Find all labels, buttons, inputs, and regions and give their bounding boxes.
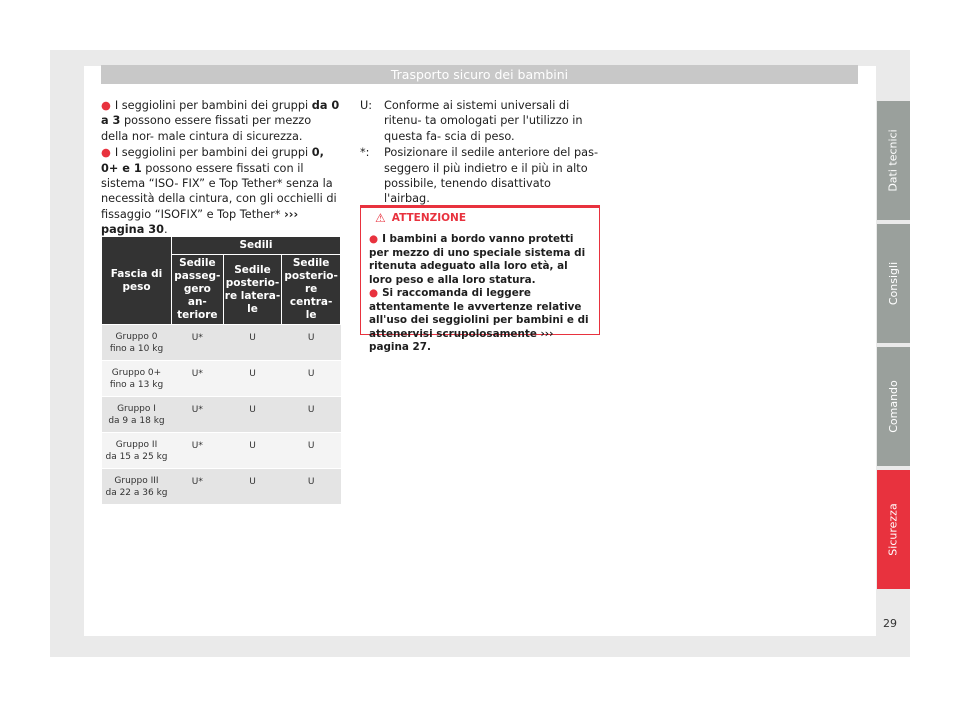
bullet-icon: ● <box>101 99 111 112</box>
table-row <box>102 469 341 505</box>
cell-value: U* <box>172 325 224 361</box>
row-label: Gruppo II da 15 a 25 kg <box>102 433 172 469</box>
right-column <box>360 98 600 208</box>
cell-value: U <box>282 361 341 397</box>
row-label: Gruppo 0 fino a 10 kg <box>102 325 172 361</box>
tab-dati-tecnici[interactable]: Dati tecnici <box>877 101 910 220</box>
cell-value: U <box>282 433 341 469</box>
warning-box <box>360 205 600 353</box>
warning-body <box>361 228 599 355</box>
warning-header <box>361 208 599 228</box>
cell-value: U <box>223 397 282 433</box>
table-row <box>102 361 341 397</box>
definition-asterisk: *: Posizionare il sedile anteriore del pas- seggero il più indietro e il più in alto possibile, tenendo disattivato l'airbag. <box>360 146 599 206</box>
warning-title: ATTENZIONE <box>391 212 467 224</box>
definition-u: U: Conforme ai sistemi universali di ritenu- ta omologati per l'utilizzo in questa fa- scia di peso. <box>360 99 583 143</box>
cell-value: U* <box>172 433 224 469</box>
cell-value: U <box>223 433 282 469</box>
cell-value: U <box>223 469 282 505</box>
cell-value: U* <box>172 397 224 433</box>
tab-sicurezza[interactable]: Sicurezza <box>877 470 910 589</box>
bullet-icon: ● <box>369 287 379 299</box>
bullet-icon: ● <box>369 233 379 245</box>
page-number: 29 <box>883 617 897 630</box>
cell-value: U <box>282 397 341 433</box>
col-front-passenger: Sedile passeg- gero an- teriore <box>172 255 224 325</box>
table-row <box>102 397 341 433</box>
row-label: Gruppo III da 22 a 36 kg <box>102 469 172 505</box>
warning-bullet: ● Si raccomanda di leggere attentamente le avvertenze relative all'uso dei seggiolini per bambini e di attenervisi scrupolosamente ››› pagina 27. <box>369 287 589 353</box>
seat-table <box>101 236 341 505</box>
tab-consigli[interactable]: Consigli <box>877 224 910 343</box>
table-row <box>102 325 341 361</box>
paragraph-belt: ● I seggiolini per bambini dei gruppi da 0 a 3 possono essere fissati per mezzo della nor- male cintura di sicurezza. <box>101 99 340 143</box>
warning-bullet: ● I bambini a bordo vanno protetti per mezzo di uno speciale sistema di ritenuta adeguato alla loro età, al loro peso e alla loro statura. <box>369 233 586 286</box>
row-label: Gruppo I da 9 a 18 kg <box>102 397 172 433</box>
bullet-icon: ● <box>101 146 111 160</box>
cell-value: U <box>223 361 282 397</box>
section-header: Trasporto sicuro dei bambini <box>101 65 858 84</box>
col-rear-center: Sedile posterio- re centra- le <box>282 255 341 325</box>
row-label: Gruppo 0+ fino a 13 kg <box>102 361 172 397</box>
cell-value: U <box>282 325 341 361</box>
cell-value: U* <box>172 361 224 397</box>
col-weight-header: Fascia di peso <box>102 237 172 325</box>
warning-icon: ⚠ <box>375 211 386 225</box>
cell-value: U* <box>172 469 224 505</box>
paragraph-isofix: ● I seggiolini per bambini dei gruppi 0, 0+ e 1 possono essere fissati con il sistema “ISO- FIX” e Top Tether* senza la necessità della cintura, con gli occhielli di fissaggio “ISOFIX” e Top Tether* ››› pagina 30. <box>101 146 337 237</box>
col-group-header: Sedili <box>172 237 341 255</box>
page-link[interactable]: ››› pagina 27 <box>369 327 554 353</box>
tab-comando[interactable]: Comando <box>877 347 910 466</box>
cell-value: U <box>223 325 282 361</box>
col-rear-side: Sedile posterio- re latera- le <box>223 255 282 325</box>
cell-value: U <box>282 469 341 505</box>
table-row <box>102 433 341 469</box>
page-link[interactable]: ››› pagina 30 <box>101 207 299 237</box>
left-column <box>101 98 341 239</box>
